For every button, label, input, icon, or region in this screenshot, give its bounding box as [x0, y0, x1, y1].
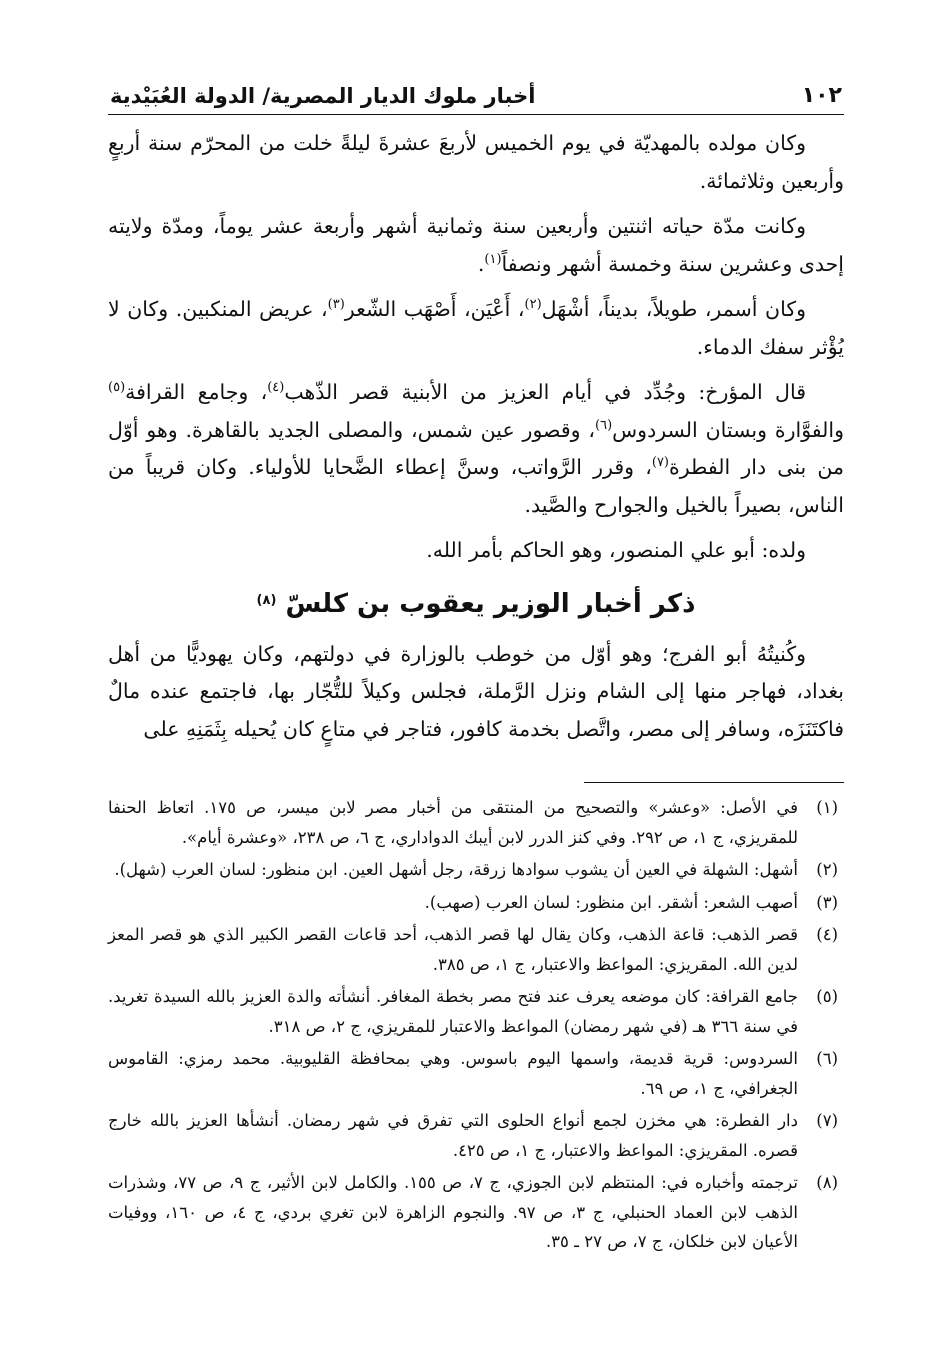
footnote-number: (٣)	[816, 892, 838, 912]
section-heading: ذكر أخبار الوزير يعقوب بن كلسّ $^{(٨)}$	[256, 588, 696, 619]
footnote-text: أصهب الشعر: أشقر. ابن منظور: لسان العرب (صهب).	[424, 892, 798, 912]
footnote-ref[interactable]: (٢)	[524, 297, 542, 312]
paragraph-birth: وكان مولده بالمهديّة في يوم الخميس لأربعَ عشرةَ ليلةً خلت من المحرّم سنة أربعٍ وأربعين وثلاثمائة.	[108, 131, 844, 193]
running-head	[108, 70, 844, 115]
footnote-text: ترجمته وأخباره في: المنتظم لابن الجوزي، ج ٧، ص ١٥٥. والكامل لابن الأثير، ج ٩، ص ٧٧، وشذرات الذهب لابن العماد الحنبلي، ج ٣، ص ٩٧. والنجوم الزاهرة لابن تغري بردي، ج ٤، ص ١٦٠، ووفيات الأعيان لابن خلكان، ج ٧، ص ٢٧ ـ ٣٥.	[108, 1173, 799, 1251]
footnote-text: أشهل: الشهلة في العين أن يشوب سوادها زرقة، رجل أشهل العين. ابن منظور: لسان العرب (شهل).	[114, 860, 798, 879]
paragraph-buildings: قال المؤرخ: وجُدِّد في أيام العزيز من الأبنية قصر الذّهب$^{(٤)}$، وجامع القرافة$^{(٥)}$ والفوَّارة وبستان السردوس$^{(٦)}$، وقصور عين شمس، والمصلى الجديد بالقاهرة. وهو أوّل من بنى دار الفطرة$^{(٧)}$، وقرر الرَّواتب، وسنَّ إعطاء الضَّحايا للأولياء. وكان قريباً من الناس، بصيراً بالخيل والجوارح والصَّيد.	[108, 380, 844, 517]
footnote-ref[interactable]: (١)	[484, 251, 502, 267]
footnotes	[108, 793, 844, 1257]
footnote-item	[108, 855, 844, 885]
footnote-ref[interactable]: (٨)	[256, 592, 277, 608]
footnote-item	[108, 1106, 844, 1165]
main-text	[108, 125, 844, 748]
footnote-item	[108, 1168, 844, 1257]
footnote-number: (٢)	[816, 860, 838, 879]
footnote-item	[108, 1044, 844, 1103]
footnote-text: جامع القرافة: كان موضعه يعرف عند فتح مصر بخطة المغافر. أنشأته والدة العزيز بالله السيدة تغريد. في سنة ٣٦٦ هـ (في شهر رمضان) المواعظ والاعتبار للمقريزي، ج ٢، ص ٣١٨.	[108, 987, 798, 1036]
footnote-text: في الأصل: «وعشر» والتصحيح من المنتقى من أخبار مصر لابن ميسر، ص ١٧٥. اتعاظ الحنفا للمقريزي، ج ١، ص ٢٩٢. وفي كنز الدرر لابن أيبك الدواداري، ج ٦، ص ٢٣٨، «وعشرة أيام».	[108, 798, 798, 847]
footnote-ref[interactable]: (٤)	[267, 380, 285, 395]
footnote-ref[interactable]: (٧)	[651, 455, 669, 470]
footnote-number: (٦)	[816, 1049, 838, 1068]
book-page	[108, 70, 844, 1260]
page-number: ١٠٢	[801, 83, 842, 108]
footnote-number: (٥)	[816, 987, 838, 1006]
running-title: أخبار ملوك الديار المصرية/ الدولة العُبَيْدية	[110, 84, 536, 108]
footnote-number: (٤)	[816, 925, 838, 944]
paragraph-son: ولده: أبو علي المنصور، وهو الحاكم بأمر الله.	[426, 538, 806, 562]
footnote-ref[interactable]: (٥)	[108, 380, 126, 395]
footnote-item	[108, 793, 844, 852]
footnote-ref[interactable]: (٣)	[327, 297, 345, 312]
footnote-text: دار الفطرة: هي مخزن لجمع أنواع الحلوى التي تفرق في شهر رمضان. أنشأها العزيز بالله خارج قصره. المقريزي: المواعظ والاعتبار، ج ١، ص ٤٢٥.	[108, 1111, 798, 1160]
footnote-ref[interactable]: (٦)	[595, 417, 613, 433]
footnote-number: (٨)	[816, 1173, 838, 1192]
paragraph-lifespan: وكانت مدّة حياته اثنتين وأربعين سنة وثمانية أشهر وأربعة عشر يوماً، ومدّة ولايته إحدى وعشرين سنة وخمسة أشهر ونصفاً$^{(١)}$.	[108, 214, 844, 276]
footnote-text: قصر الذهب: قاعة الذهب، وكان يقال لها قصر الذهب، أحد قاعات القصر الكبير الذي هو قصر المعز لدين الله. المقريزي: المواعظ والاعتبار، ج ١، ص ٣٨٥.	[108, 925, 798, 974]
paragraph-description: وكان أسمر، طويلاً، بديناً، أشْهَل$^{(٢)}$، أَعْيَن، أَصْهَب الشّعر$^{(٣)}$، عريض المنكبين. وكان لا يُؤْثر سفك الدماء.	[108, 297, 844, 359]
footnote-separator	[584, 782, 844, 783]
footnote-item	[108, 982, 844, 1041]
footnote-item	[108, 920, 844, 979]
footnote-number: (١)	[816, 798, 838, 817]
paragraph-vizier: وكُنيتُهُ أبو الفرج؛ وهو أوّل من خوطب بالوزارة في دولتهم، وكان يهوديًّا من أهل بغداد، فهاجر منها إلى الشام ونزل الرَّملة، فجلس وكيلاً للتُّجّار بها، فاجتمع عنده مالٌ فاكتَنَزَه، وسافر إلى مصر، واتَّصل بخدمة كافور، فتاجر في متاعٍ كان يُحيله بِثَمَنِهِ على	[108, 641, 844, 741]
footnote-text: السردوس: قرية قديمة، واسمها اليوم باسوس. وهي بمحافظة القليوبية. محمد رمزي: القاموس الجغرافي، ج ١، ص ٦٩.	[108, 1049, 798, 1098]
footnote-item	[108, 888, 844, 918]
footnote-number: (٧)	[816, 1111, 838, 1130]
